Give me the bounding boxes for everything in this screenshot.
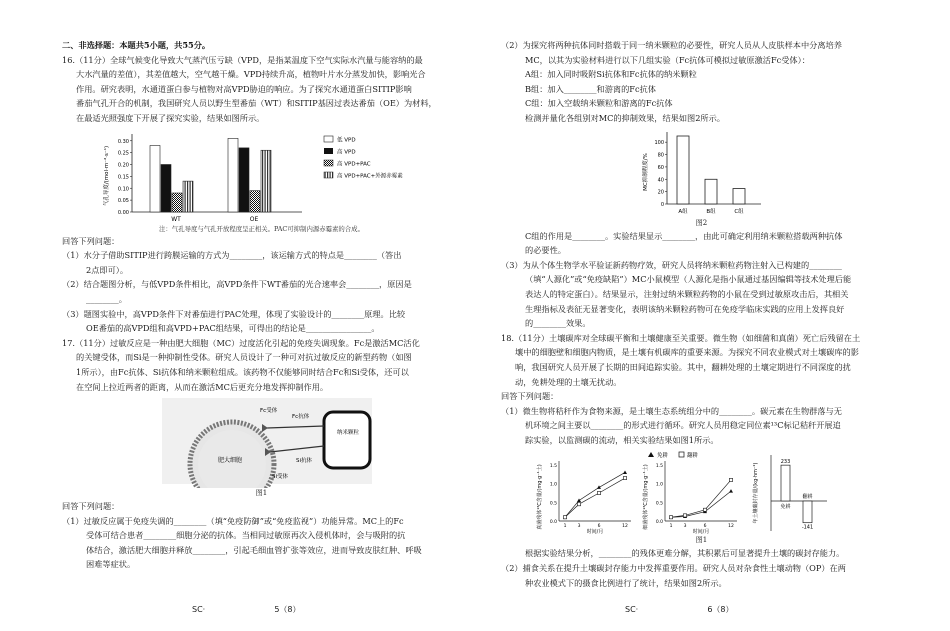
- seq-data-label: 233: [780, 459, 791, 466]
- q16-legend-3: 高 VPD+PAC: [337, 161, 371, 168]
- fig2-ytick-label: 100: [654, 139, 664, 146]
- ytick-label: 1.0: [549, 483, 557, 489]
- q16-chart-note: 注：气孔导度与气孔开放程度呈正相关。PAC可抑制内源赤霉素的合成。: [159, 224, 364, 233]
- q18-sub2: 根据实验结果分析，________的残体更难分解，其积累后可显著提升土壤的碳封存能力。 （2）捕食关系在提升土壤碳封存能力中发挥重要作用。研究人员对杂食性土壤动物（OP）在两 种农业模式下的摄食比例进行了统计，结果如图2所示。: [501, 548, 846, 588]
- q16-bar-OE-1: [228, 138, 238, 212]
- nanoparticle: [324, 412, 370, 468]
- q16-bar-WT-1: [150, 145, 160, 212]
- q16-ytick-label: 0.30: [117, 138, 129, 145]
- q17-figure-1: [102, 396, 482, 488]
- till-point: [729, 479, 732, 482]
- si-receptor-label: Si受体: [272, 474, 289, 481]
- q17-figure-2-caption: 图2: [695, 218, 708, 227]
- q16-cat-wt: WT: [171, 215, 181, 223]
- ytick-label: 1.5: [655, 464, 663, 470]
- q18-answer-prompt: 回答下列问题：: [501, 391, 559, 402]
- bacterial-ylabel: 细菌残体¹³C含量/(mg·g⁻¹土): [643, 464, 649, 531]
- q16-ytick-label: 0.05: [117, 197, 129, 204]
- till-point: [683, 514, 686, 517]
- fig2-ytick-label: 60: [657, 164, 664, 171]
- q18-legend-till: 翻耕: [687, 453, 699, 460]
- q18-legend: [648, 451, 699, 459]
- q16-ylabel: 气孔导度/(mol·m⁻²·s⁻¹): [104, 145, 110, 206]
- left-footer: [192, 604, 301, 615]
- xtick-label: 6: [597, 524, 601, 530]
- mast-cell-label: 肥大细胞: [218, 457, 243, 465]
- till-point: [623, 477, 626, 480]
- fig2-cat-label: C组: [734, 208, 744, 215]
- q16-bar-OE-3: [250, 190, 260, 211]
- fig2-cat-label: A组: [678, 208, 688, 215]
- q16-bar-OE-4: [261, 150, 271, 212]
- fig2-bar-3: [733, 188, 745, 203]
- q16-subquestions: （1）水分子借助SITIP进行跨膜运输的方式为________，该运输方式的特点是________（答出 2点即可）。 （2）结合题图分析，与低VPD条件相比，高VPD条件下WT番茄的光合速率会________，原因是 ________。 （3）题图实验中，高VPD条件下对番茄进行PAC处理，体现了实验设计的________原理。比较 OE番茄的高VPD组和高VPD+PAC组结果，可得出的结论是________________。: [62, 250, 412, 334]
- right-footer: [625, 604, 734, 615]
- si-antibody-label: Si抗体: [296, 458, 313, 465]
- q18-figure-1-caption: 图1: [695, 536, 708, 545]
- q18-figure-1: [501, 447, 901, 535]
- q17-stem: 17.（11分）过敏反应是一种由肥大细胞（MC）过度活化引起的免疫失调现象。Fc是激活MC活化 的关键受体，而Si是一种抑制性受体。研究人员设计了一种可对抗过敏反应的新型药物（如图 1所示），由Fc抗体、Si抗体和纳米颗粒组成。该药物不仅能够同时结合Fc和Si受体，还可以 在空间上拉近两者的距离，从而在激活MC后更充分地发挥抑制作用。: [62, 337, 420, 392]
- till-point: [577, 503, 580, 506]
- right-footer-page: 6（8）: [707, 605, 734, 614]
- series-line-1: [671, 492, 731, 518]
- fig2-bar-1: [677, 136, 689, 204]
- no-till-point: [623, 471, 627, 475]
- left-footer-code: SC·: [192, 605, 206, 614]
- ytick-label: 0.5: [655, 501, 663, 507]
- xtick-label: 6: [703, 524, 707, 530]
- q16-bar-WT-3: [172, 193, 182, 212]
- ytick-label: 0.0: [655, 520, 663, 526]
- q17-part2-cont: C组的作用是________。实验结果显示________，由此可确定利用纳米颗粒搭载两种抗体 的必要性。 （3）为从个体生物学水平验证新药物疗效，研究人员将纳米颗粒药物注射入已构建的________ （填“人源化”或“免疫缺陷”）MC小鼠模型（人源化是指小鼠通过基因编辑等技术处理后能 表达人的特定蛋白）。结果显示，注射过纳米颗粒药物的小鼠在受到过敏原攻击后，其相关 生理指标及表征无显著变化，表明该纳米颗粒药物可在免疫学临床实践的应用上发挥良好 的________效果。: [501, 230, 852, 329]
- xtick-label: 12: [622, 524, 628, 530]
- fc-receptor-label: Fc受体: [260, 408, 278, 415]
- ytick-label: 1.0: [655, 483, 663, 489]
- q18-sub1: （1）微生物将秸秆作为食物来源，是土壤生态系统组分中的________。碳元素在生物群落与无 机环境之间主要以________的形式进行循环。研究人员用稳定同位素¹³C标记秸秆开展追 踪实验，以监测碳的流动，相关实验结果如图1所示。: [501, 405, 842, 445]
- q16-ytick-label: 0.15: [117, 173, 129, 180]
- xtick-label: 3: [683, 524, 687, 530]
- q16-ytick-label: 0.20: [117, 162, 129, 169]
- q17-answer-prompt: 回答下列问题：: [62, 501, 120, 512]
- fig2-bar-2: [705, 179, 717, 204]
- fig2-ytick-label: 0: [660, 201, 664, 208]
- left-footer-page: 5（8）: [274, 605, 301, 614]
- nano-label: 纳米颗粒: [336, 430, 360, 437]
- section-title: 二、非选择题：本题共5小题，共55分。: [62, 40, 211, 50]
- ytick-label: 0.5: [549, 501, 557, 507]
- q16-ytick-label: 0.00: [117, 209, 129, 216]
- xtick-label: 1: [563, 524, 567, 530]
- fig2-ytick-label: 40: [657, 176, 664, 183]
- ytick-label: 0.0: [549, 520, 557, 526]
- q18-legend-no-till: 免耕: [657, 453, 669, 460]
- fig2-ytick-label: 80: [657, 152, 664, 159]
- fc-antibody-label: Fc抗体: [292, 414, 310, 421]
- q16-ytick-label: 0.10: [117, 185, 129, 192]
- q16-bar-WT-2: [161, 164, 171, 212]
- q16-legend-2: 高 VPD: [337, 149, 356, 156]
- q18-stem: 18.（11分）土壤碳库对全球碳平衡和土壤健康至关重要。微生物（如细菌和真菌）死亡后残留在土 壤中的细胞壁和细胞内物质，是土壤有机碳库的重要来源。为探究不同农业模式对土壤碳库的影 响，我国研究人员开展了长期的田间追踪实验。其中，翻耕处理的土壤定期进行不同深度的扰 动，免耕处理的土壤无扰动。: [501, 332, 861, 387]
- seq-bar-1: [781, 466, 790, 502]
- till-point: [703, 509, 706, 512]
- xtick-label: 3: [577, 524, 581, 530]
- q16-cat-oe: OE: [249, 215, 259, 223]
- no-till-point: [577, 499, 581, 503]
- no-till-point: [729, 490, 733, 494]
- q16-stomatal-chart: [102, 128, 482, 224]
- right-page: [475, 0, 950, 631]
- fig2-ylabel: MC抑制程度/%: [643, 152, 649, 191]
- q16-legend-1: 低 VPD: [337, 137, 356, 144]
- seq-cat-label: 翻耕: [802, 494, 813, 501]
- q16-bar-WT-4: [183, 181, 193, 212]
- seq-bar-2: [803, 501, 812, 523]
- seq-ylabel: 年土壤碳封存量/(kg·hm⁻²): [753, 463, 759, 524]
- till-point: [669, 516, 672, 519]
- xtick-label: 1: [669, 524, 673, 530]
- fungal-ylabel: 真菌残体¹³C含量/(mg·g⁻¹土): [537, 464, 543, 531]
- seq-data-label: -141: [801, 525, 814, 532]
- till-point: [597, 492, 600, 495]
- fungal-xlabel: 时间/月: [586, 529, 604, 536]
- q17-figure-2-chart: [501, 128, 901, 218]
- q16-answer-prompt: 回答下列问题：: [62, 235, 120, 246]
- q16-legend-4: 高 VPD+PAC+外源赤霉素: [337, 173, 403, 180]
- xtick-label: 12: [728, 524, 734, 530]
- q16-stem: 16.（11分）全球气候变化导致大气蒸汽压亏缺（VPD，是指某温度下空气实际水汽量与能容纳的最 大水汽量的差值），其差值越大，空气越干燥。VPD持续升高，植物叶片水分蒸发加快，影响光合 作用。研究表明，水通道蛋白参与植物对高VPD胁迫的响应。为了探究水通道蛋白SITIP影响 番茄气孔开合的机制，我国研究人员以野生型番茄（WT）和SITIP基因过表达番茄（OE）为材料， 在最适光照强度下开展了探究实验，结果如图所示。: [62, 54, 437, 123]
- right-footer-code: SC·: [625, 605, 639, 614]
- q16-bar-OE-2: [239, 147, 249, 211]
- till-point: [563, 516, 566, 519]
- seq-cat-label: 免耕: [780, 504, 791, 511]
- q17-subquestions: （1）过敏反应属于免疫失调的________（填“免疫防御”或“免疫监视”）功能异常。MC上的Fc 受体可结合患者________细胞分泌的抗体。当相同过敏原再次入侵机体时，会与吸附的抗 体结合，激活肥大细胞并释放________，引起毛细血管扩张等效应，进而导致皮肤红肿、呼吸 困难等症状。: [62, 515, 422, 570]
- ytick-label: 1.5: [549, 464, 557, 470]
- series-line-2: [565, 479, 625, 518]
- q17-figure-1-caption: 图1: [255, 489, 268, 498]
- bacterial-xlabel: 时间/月: [692, 529, 710, 536]
- q17-part2: （2）为探究将两种抗体同时搭载于同一纳米颗粒的必要性，研究人员从人皮肤样本中分离培养 MC，以其为实验材料进行以下几组实验（Fc抗体可模拟过敏原激活Fc受体）： A组：加入同时吸附Si抗体和Fc抗体的纳米颗粒 B组：加入________和游离的Fc抗体 C组：加入空载纳米颗粒和游离的Fc抗体 检测并量化各组别对MC的抑制效果，结果如图2所示。: [501, 40, 842, 123]
- fig2-cat-label: B组: [706, 208, 716, 215]
- q16-ytick-label: 0.25: [117, 150, 129, 157]
- fig2-ytick-label: 20: [657, 189, 664, 196]
- q16-legend: [324, 135, 403, 179]
- no-till-point: [597, 486, 601, 490]
